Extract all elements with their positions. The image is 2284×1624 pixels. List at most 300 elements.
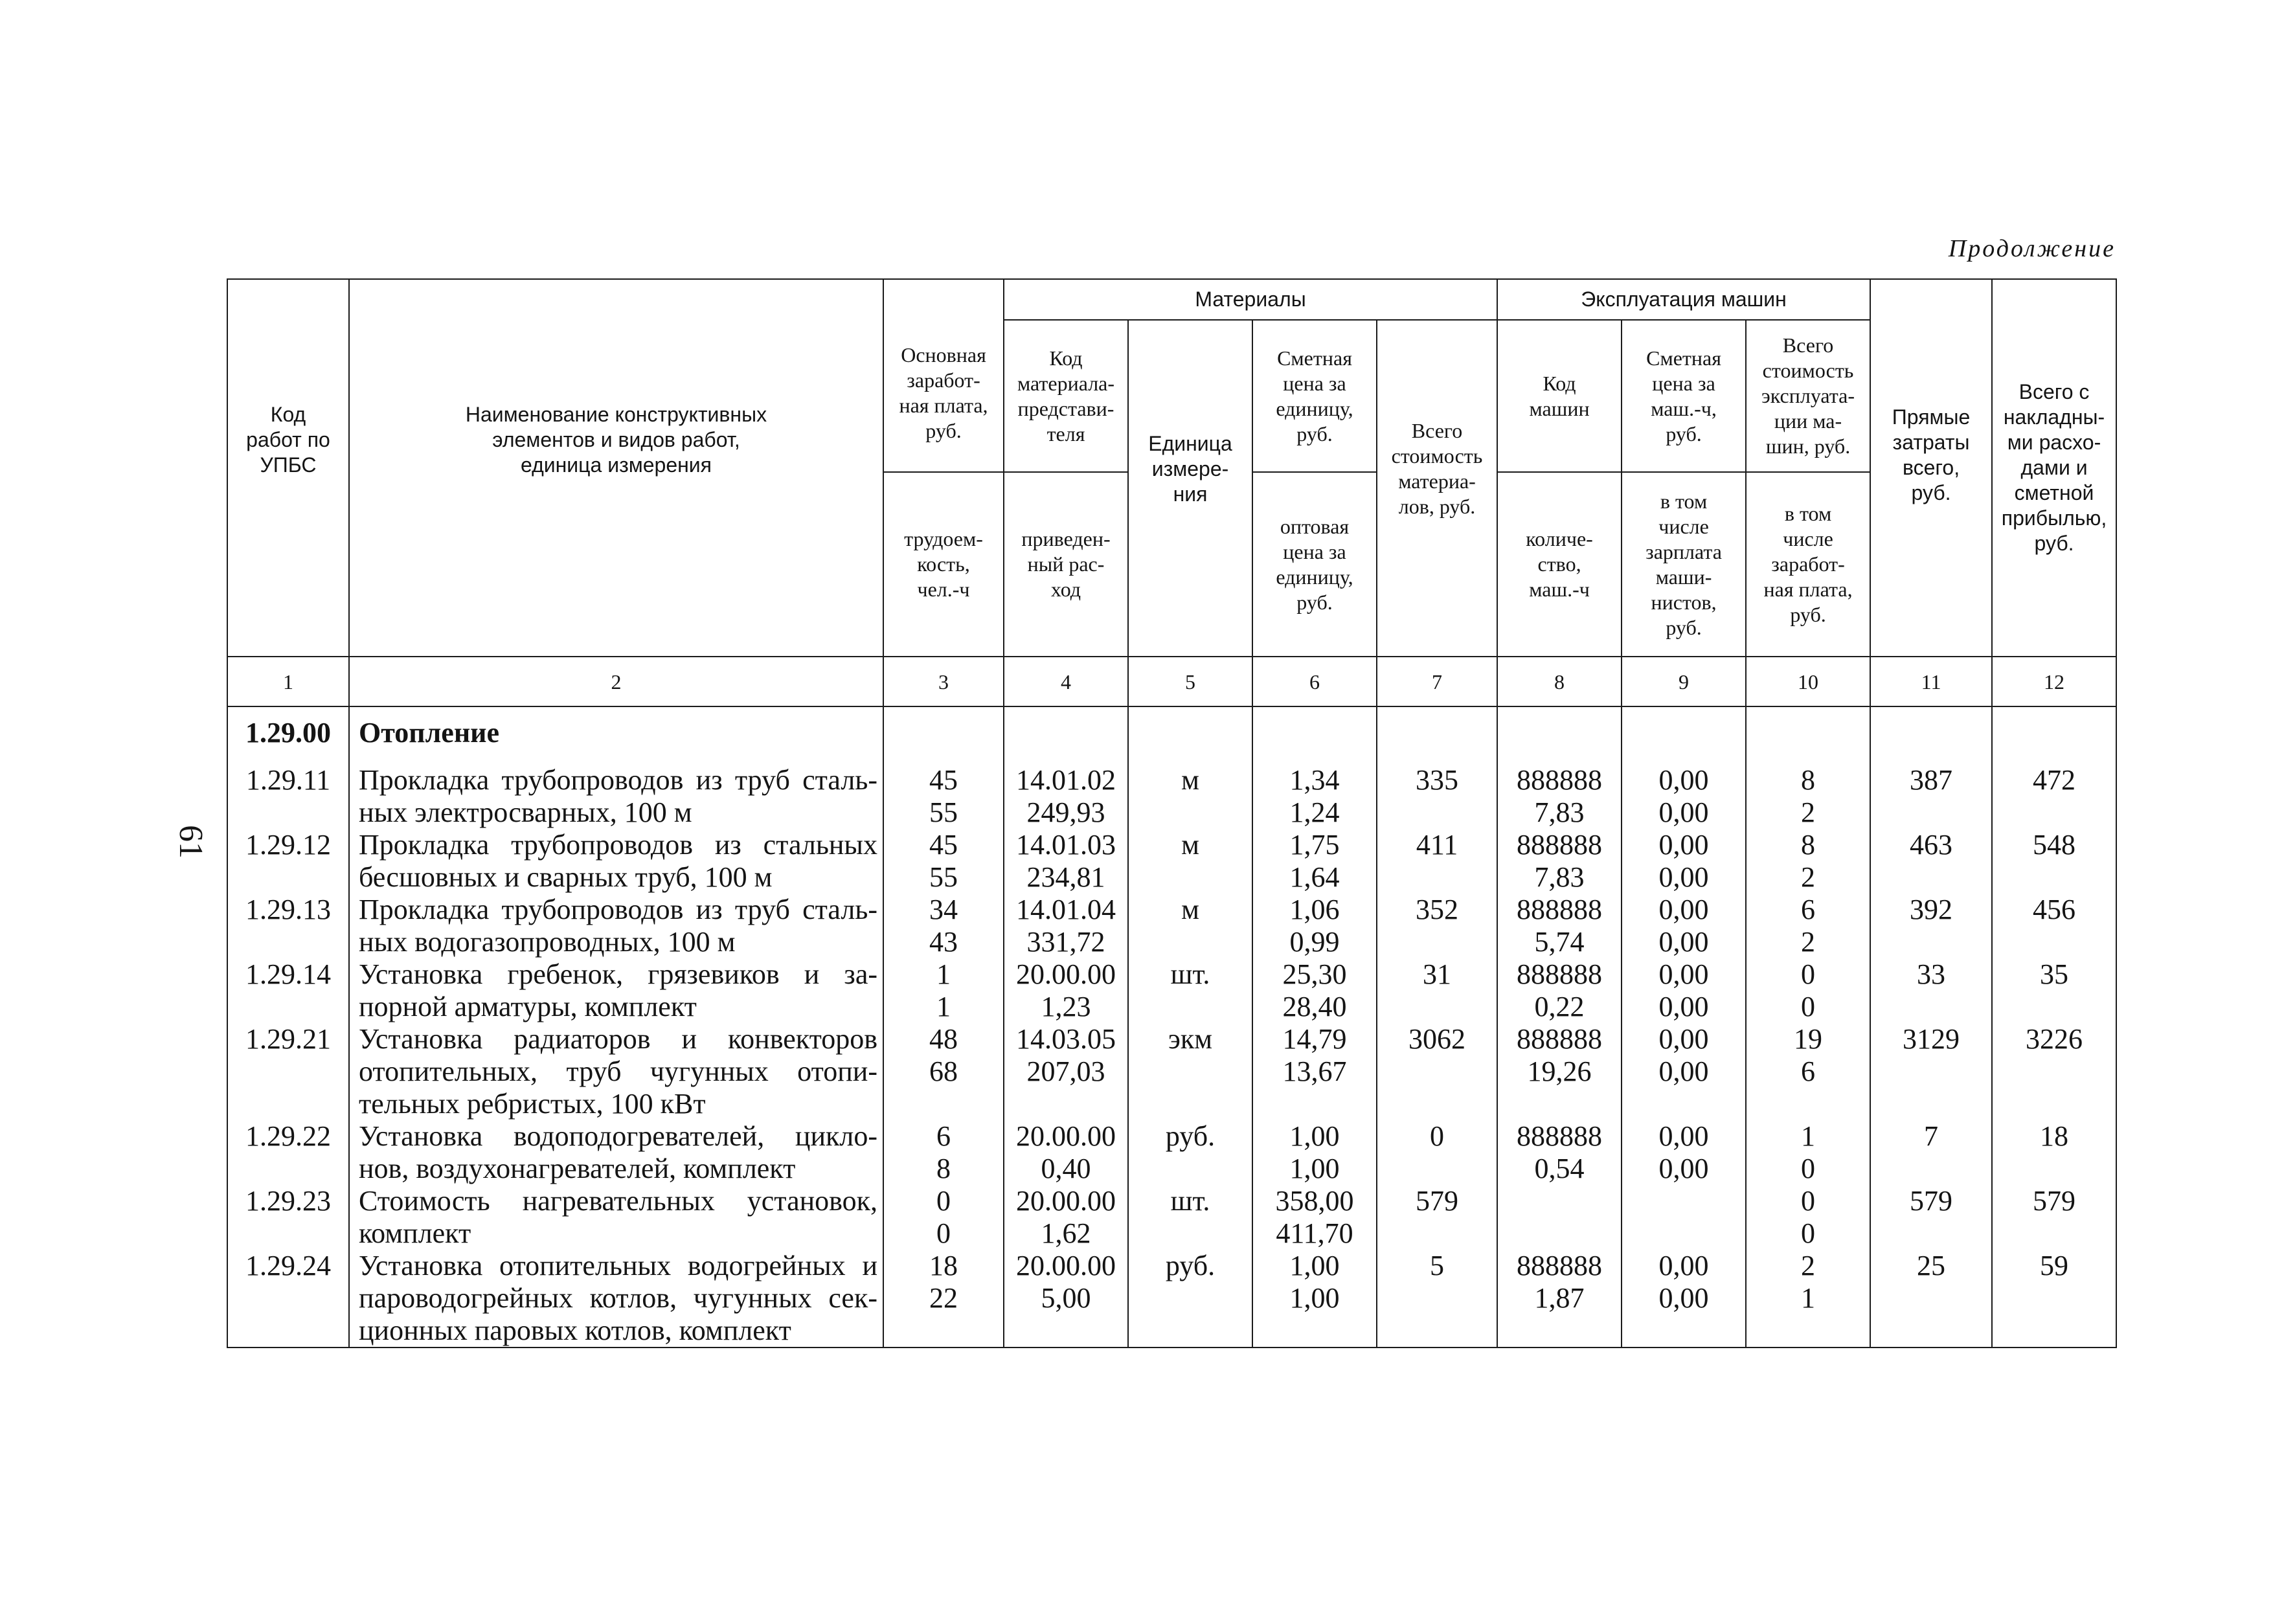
cell-code xyxy=(227,829,349,894)
machine-line: 5,74 xyxy=(1534,926,1585,958)
machines-total-line: 19 xyxy=(1794,1023,1823,1055)
cell-name xyxy=(349,1023,883,1120)
machine-price-line: 0,00 xyxy=(1658,958,1709,990)
name-line: ных электросварных, 100 м xyxy=(359,796,692,828)
machine-line: 19,26 xyxy=(1527,1055,1592,1087)
header-direct-costs: Прямые затраты всего, руб. xyxy=(1870,279,1992,657)
cell-code xyxy=(227,1120,349,1185)
table-row xyxy=(227,1185,2116,1250)
cell-total xyxy=(1992,1250,2116,1348)
header-estimate-price: Сметная цена за единицу, руб. xyxy=(1252,320,1377,472)
machine-price-line: 0,00 xyxy=(1658,829,1709,861)
machine-line: 1,87 xyxy=(1534,1282,1585,1314)
header-base-wage: Основная заработ- ная плата, руб. xyxy=(883,279,1004,472)
wage-labor-line: 22 xyxy=(929,1282,958,1314)
column-number: 7 xyxy=(1377,657,1497,706)
cell-code xyxy=(227,894,349,958)
cell-name xyxy=(349,1120,883,1185)
cell-materials-total xyxy=(1377,1185,1497,1250)
material-line: 20.00.00 xyxy=(1016,958,1116,990)
header-machines-total: Всего стоимость эксплуата- ции ма- шин, руб. xyxy=(1746,320,1870,472)
cell-machine xyxy=(1497,764,1622,829)
material-line: 20.00.00 xyxy=(1016,1250,1116,1281)
name-line: комплект xyxy=(359,1217,471,1249)
cell-wage-labor xyxy=(883,1185,1004,1250)
cell-machines-total xyxy=(1746,829,1870,894)
column-number: 3 xyxy=(883,657,1004,706)
direct-costs-line: 33 xyxy=(1917,958,1946,990)
machine-price-line: 0,00 xyxy=(1658,894,1709,925)
cell-direct-costs xyxy=(1870,894,1992,958)
unit-line: м xyxy=(1181,829,1199,861)
cell-name xyxy=(349,1185,883,1250)
machine-line: 888888 xyxy=(1517,958,1603,990)
total-line: 472 xyxy=(2033,764,2076,796)
cell-material xyxy=(1004,829,1128,894)
cell-material-price xyxy=(1252,706,1377,764)
cell-unit xyxy=(1128,1023,1252,1120)
total-line: 18 xyxy=(2040,1120,2069,1152)
materials-total-line: 579 xyxy=(1416,1185,1459,1217)
materials-total-line: 411 xyxy=(1416,829,1458,861)
material-line: 1,23 xyxy=(1041,991,1091,1022)
material-price-line: 28,40 xyxy=(1282,991,1347,1022)
cell-material-price xyxy=(1252,764,1377,829)
header-material-consumption: приведен- ный рас- ход xyxy=(1004,472,1128,657)
cell-machine xyxy=(1497,1185,1622,1250)
column-number: 9 xyxy=(1622,657,1746,706)
machine-price-line: 0,00 xyxy=(1658,1055,1709,1087)
name-line: бесшовных и сварных труб, 100 м xyxy=(359,861,773,893)
cell-unit xyxy=(1128,1120,1252,1185)
cell-unit xyxy=(1128,829,1252,894)
cell-wage-labor xyxy=(883,1120,1004,1185)
machines-total-line: 0 xyxy=(1801,1217,1816,1249)
table-header xyxy=(227,279,2116,706)
header-code: Код работ по УПБС xyxy=(227,279,349,657)
cost-table xyxy=(227,278,2117,1348)
table-body xyxy=(227,706,2116,1348)
wage-labor-line: 45 xyxy=(929,764,958,796)
machines-total-line: 0 xyxy=(1801,991,1816,1022)
material-line: 1,62 xyxy=(1041,1217,1091,1249)
header-unit: Единица измере- ния xyxy=(1128,320,1252,657)
material-price-line: 1,75 xyxy=(1289,829,1340,861)
machines-total-line: 1 xyxy=(1801,1282,1816,1314)
header-wholesale-price: оптовая цена за единицу, руб. xyxy=(1252,472,1377,657)
machine-line: 7,83 xyxy=(1534,796,1585,828)
cell-machines-total xyxy=(1746,706,1870,764)
wage-labor-line: 45 xyxy=(929,829,958,861)
cell-material-price xyxy=(1252,1185,1377,1250)
cell-material-price xyxy=(1252,894,1377,958)
material-line: 0,40 xyxy=(1041,1153,1091,1184)
machines-total-line: 2 xyxy=(1801,861,1816,893)
header-machines-group: Эксплуатация машин xyxy=(1497,279,1870,320)
machine-line: 888888 xyxy=(1517,764,1603,796)
name-line: нов, воздухонагревателей, комплект xyxy=(359,1153,796,1184)
cell-materials-total xyxy=(1377,1120,1497,1185)
header-labor: трудоем- кость, чел.-ч xyxy=(883,472,1004,657)
machine-price-line: 0,00 xyxy=(1658,796,1709,828)
cell-machine xyxy=(1497,829,1622,894)
material-price-line: 1,24 xyxy=(1289,796,1340,828)
cell-machine-price xyxy=(1622,1120,1746,1185)
material-price-line: 1,00 xyxy=(1289,1282,1340,1314)
cell-name xyxy=(349,958,883,1023)
cell-total xyxy=(1992,958,2116,1023)
direct-costs-line: 3129 xyxy=(1903,1023,1960,1055)
cell-materials-total xyxy=(1377,706,1497,764)
cell-machine-price xyxy=(1622,1185,1746,1250)
header-materials-group: Материалы xyxy=(1004,279,1497,320)
materials-total-line: 0 xyxy=(1430,1120,1445,1152)
cell-name xyxy=(349,1250,883,1348)
machines-total-line: 0 xyxy=(1801,1185,1816,1217)
unit-line: шт. xyxy=(1170,1185,1210,1217)
cell-wage-labor xyxy=(883,894,1004,958)
cell-wage-labor xyxy=(883,958,1004,1023)
table-row xyxy=(227,829,2116,894)
cell-code xyxy=(227,1185,349,1250)
table-row xyxy=(227,1120,2116,1185)
code-line: 1.29.12 xyxy=(245,829,331,861)
cell-machines-total xyxy=(1746,894,1870,958)
machine-line: 888888 xyxy=(1517,894,1603,925)
unit-line: экм xyxy=(1168,1023,1213,1055)
table-row xyxy=(227,1023,2116,1120)
cell-name xyxy=(349,829,883,894)
column-number: 8 xyxy=(1497,657,1622,706)
machine-price-line: 0,00 xyxy=(1658,1282,1709,1314)
cell-machine-price xyxy=(1622,1250,1746,1348)
name-line: Прокладка трубопроводов из труб сталь- xyxy=(359,764,877,796)
wage-labor-line: 8 xyxy=(936,1153,951,1184)
material-line: 249,93 xyxy=(1026,796,1105,828)
material-price-line: 1,00 xyxy=(1289,1120,1340,1152)
name-line: отопительных, труб чугунных отопи- xyxy=(359,1055,877,1087)
machine-price-line: 0,00 xyxy=(1658,1120,1709,1152)
cell-total xyxy=(1992,1185,2116,1250)
total-line: 456 xyxy=(2033,894,2076,925)
materials-total-line: 352 xyxy=(1416,894,1459,925)
material-price-line: 1,00 xyxy=(1289,1250,1340,1281)
cell-direct-costs xyxy=(1870,829,1992,894)
cell-unit xyxy=(1128,958,1252,1023)
machines-total-line: 2 xyxy=(1801,1250,1816,1281)
machine-line: 888888 xyxy=(1517,829,1603,861)
name-line: Установка гребенок, грязевиков и за- xyxy=(359,958,877,990)
machines-total-line: 0 xyxy=(1801,1153,1816,1184)
name-line: Установка радиаторов и конвекторов xyxy=(359,1023,877,1055)
code-line: 1.29.14 xyxy=(245,958,331,990)
material-line: 5,00 xyxy=(1041,1282,1091,1314)
wage-labor-line: 55 xyxy=(929,861,958,893)
cell-wage-labor xyxy=(883,1023,1004,1120)
material-price-line: 25,30 xyxy=(1282,958,1347,990)
header-name: Наименование конструктивных элементов и видов работ, единица измерения xyxy=(349,279,883,657)
cell-machines-total xyxy=(1746,1185,1870,1250)
cell-machine-price xyxy=(1622,829,1746,894)
cell-name xyxy=(349,764,883,829)
material-price-line: 0,99 xyxy=(1289,926,1340,958)
column-number: 6 xyxy=(1252,657,1377,706)
materials-total-line: 5 xyxy=(1430,1250,1445,1281)
unit-line: руб. xyxy=(1165,1250,1215,1281)
code-line: 1.29.21 xyxy=(245,1023,331,1055)
cell-material xyxy=(1004,1120,1128,1185)
header-machines-wage: в том числе заработ- ная плата, руб. xyxy=(1746,472,1870,657)
code-line: 1.29.13 xyxy=(245,894,331,925)
name-line: тельных ребристых, 100 кВт xyxy=(359,1088,706,1120)
name-line: Установка отопительных водогрейных и xyxy=(359,1250,877,1281)
name-line: Прокладка трубопроводов из стальных xyxy=(359,829,877,861)
cell-direct-costs xyxy=(1870,706,1992,764)
cell-direct-costs xyxy=(1870,1250,1992,1348)
cell-direct-costs xyxy=(1870,1185,1992,1250)
total-line: 3226 xyxy=(2026,1023,2083,1055)
cell-code xyxy=(227,706,349,764)
cell-material-price xyxy=(1252,1120,1377,1185)
cell-unit xyxy=(1128,1185,1252,1250)
header-operator-wage: в том числе зарплата маши- нистов, руб. xyxy=(1622,472,1746,657)
material-line: 207,03 xyxy=(1026,1055,1105,1087)
code-line: 1.29.11 xyxy=(245,764,331,796)
table-row xyxy=(227,764,2116,829)
wage-labor-line: 6 xyxy=(936,1120,951,1152)
unit-line: м xyxy=(1181,894,1199,925)
wage-labor-line: 48 xyxy=(929,1023,958,1055)
column-number: 1 xyxy=(227,657,349,706)
cell-direct-costs xyxy=(1870,1120,1992,1185)
cell-machine-price xyxy=(1622,706,1746,764)
machines-total-line: 6 xyxy=(1801,894,1816,925)
header-materials-total: Всего стоимость материа- лов, руб. xyxy=(1377,320,1497,657)
cell-machine-price xyxy=(1622,958,1746,1023)
cell-total xyxy=(1992,1023,2116,1120)
unit-line: шт. xyxy=(1170,958,1210,990)
column-number-row xyxy=(227,657,2116,706)
materials-total-line: 31 xyxy=(1423,958,1452,990)
table-row xyxy=(227,894,2116,958)
cell-wage-labor xyxy=(883,829,1004,894)
cell-materials-total xyxy=(1377,894,1497,958)
page-number: 61 xyxy=(172,825,209,859)
header-total-with-overhead: Всего с накладны- ми расхо- дами и сметной прибылью, руб. xyxy=(1992,279,2116,657)
table-row xyxy=(227,958,2116,1023)
cell-code xyxy=(227,764,349,829)
direct-costs-line: 392 xyxy=(1910,894,1953,925)
machines-total-line: 2 xyxy=(1801,926,1816,958)
materials-total-line: 3062 xyxy=(1408,1023,1466,1055)
wage-labor-line: 1 xyxy=(936,991,951,1022)
column-number: 4 xyxy=(1004,657,1128,706)
cell-materials-total xyxy=(1377,764,1497,829)
cell-total xyxy=(1992,1120,2116,1185)
header-row-groups xyxy=(227,279,2116,320)
name-line: порной арматуры, комплект xyxy=(359,991,697,1022)
machine-price-line: 0,00 xyxy=(1658,861,1709,893)
name-line: Установка водоподогревателей, цикло- xyxy=(359,1120,877,1152)
wage-labor-line: 34 xyxy=(929,894,958,925)
material-line: 331,72 xyxy=(1026,926,1105,958)
cell-materials-total xyxy=(1377,1250,1497,1348)
machine-line: 888888 xyxy=(1517,1120,1603,1152)
section-row xyxy=(227,706,2116,764)
header-machine-hour-price: Сметная цена за маш.-ч, руб. xyxy=(1622,320,1746,472)
cell-machine xyxy=(1497,1023,1622,1120)
wage-labor-line: 55 xyxy=(929,796,958,828)
material-line: 14.01.02 xyxy=(1016,764,1116,796)
cell-wage-labor xyxy=(883,764,1004,829)
column-number: 10 xyxy=(1746,657,1870,706)
cell-code xyxy=(227,1250,349,1348)
machines-total-line: 6 xyxy=(1801,1055,1816,1087)
cell-total xyxy=(1992,706,2116,764)
cell-machine-price xyxy=(1622,764,1746,829)
code-line: 1.29.23 xyxy=(245,1185,331,1217)
wage-labor-line: 18 xyxy=(929,1250,958,1281)
machines-total-line: 2 xyxy=(1801,796,1816,828)
materials-total-line: 335 xyxy=(1416,764,1459,796)
direct-costs-line: 387 xyxy=(1910,764,1953,796)
cell-machine-price xyxy=(1622,894,1746,958)
machine-price-line: 0,00 xyxy=(1658,1153,1709,1184)
direct-costs-line: 7 xyxy=(1924,1120,1939,1152)
machine-price-line: 0,00 xyxy=(1658,764,1709,796)
cell-machine xyxy=(1497,1120,1622,1185)
name-line: ных водогазопроводных, 100 м xyxy=(359,926,736,958)
cell-unit xyxy=(1128,764,1252,829)
material-price-line: 411,70 xyxy=(1276,1217,1353,1249)
header-machine-code: Код машин xyxy=(1497,320,1622,472)
column-number: 5 xyxy=(1128,657,1252,706)
wage-labor-line: 43 xyxy=(929,926,958,958)
material-line: 20.00.00 xyxy=(1016,1120,1116,1152)
cell-material xyxy=(1004,958,1128,1023)
cell-material xyxy=(1004,1023,1128,1120)
continuation-label: Продолжение xyxy=(1948,235,2116,262)
header-material-code: Код материала- представи- теля xyxy=(1004,320,1128,472)
machines-total-line: 8 xyxy=(1801,829,1816,861)
total-line: 35 xyxy=(2040,958,2069,990)
cell-machines-total xyxy=(1746,958,1870,1023)
machine-line: 888888 xyxy=(1517,1250,1603,1281)
column-number: 12 xyxy=(1992,657,2116,706)
cell-direct-costs xyxy=(1870,764,1992,829)
header-machine-quantity: количе- ство, маш.-ч xyxy=(1497,472,1622,657)
direct-costs-line: 579 xyxy=(1910,1185,1953,1217)
material-line: 14.03.05 xyxy=(1016,1023,1116,1055)
code-line: 1.29.22 xyxy=(245,1120,331,1152)
unit-line: руб. xyxy=(1165,1120,1215,1152)
cell-material-price xyxy=(1252,1250,1377,1348)
wage-labor-line: 0 xyxy=(936,1185,951,1217)
cell-direct-costs xyxy=(1870,958,1992,1023)
material-price-line: 14,79 xyxy=(1282,1023,1347,1055)
cell-material xyxy=(1004,1185,1128,1250)
cell-machine xyxy=(1497,1250,1622,1348)
cell-name xyxy=(349,894,883,958)
cell-material-price xyxy=(1252,1023,1377,1120)
cell-wage-labor xyxy=(883,1250,1004,1348)
machine-price-line: 0,00 xyxy=(1658,1250,1709,1281)
machine-price-line: 0,00 xyxy=(1658,1023,1709,1055)
cell-machine xyxy=(1497,706,1622,764)
cell-name xyxy=(349,706,883,764)
cell-machine xyxy=(1497,958,1622,1023)
cell-machine xyxy=(1497,894,1622,958)
total-line: 579 xyxy=(2033,1185,2076,1217)
cell-total xyxy=(1992,764,2116,829)
wage-labor-line: 1 xyxy=(936,958,951,990)
cell-materials-total xyxy=(1377,829,1497,894)
cell-material xyxy=(1004,706,1128,764)
cell-machines-total xyxy=(1746,764,1870,829)
cell-material xyxy=(1004,1250,1128,1348)
code-line: 1.29.24 xyxy=(245,1250,331,1281)
machine-line: 0,54 xyxy=(1534,1153,1585,1184)
material-line: 234,81 xyxy=(1026,861,1105,893)
material-price-line: 1,34 xyxy=(1289,764,1340,796)
material-line: 14.01.04 xyxy=(1016,894,1116,925)
cell-total xyxy=(1992,894,2116,958)
machine-price-line: 0,00 xyxy=(1658,991,1709,1022)
direct-costs-line: 463 xyxy=(1910,829,1953,861)
cell-total xyxy=(1992,829,2116,894)
material-price-line: 358,00 xyxy=(1275,1185,1354,1217)
machine-line: 888888 xyxy=(1517,1023,1603,1055)
cell-unit xyxy=(1128,706,1252,764)
cell-material-price xyxy=(1252,829,1377,894)
cell-materials-total xyxy=(1377,1023,1497,1120)
total-line: 548 xyxy=(2033,829,2076,861)
name-line: Отопление xyxy=(359,717,500,749)
column-number: 2 xyxy=(349,657,883,706)
machine-line: 0,22 xyxy=(1534,991,1585,1022)
material-price-line: 13,67 xyxy=(1282,1055,1347,1087)
unit-line: м xyxy=(1181,764,1199,796)
total-line: 59 xyxy=(2040,1250,2069,1281)
cell-material xyxy=(1004,894,1128,958)
table-row xyxy=(227,1250,2116,1348)
direct-costs-line: 25 xyxy=(1917,1250,1946,1281)
material-price-line: 1,00 xyxy=(1289,1153,1340,1184)
cell-wage-labor xyxy=(883,706,1004,764)
name-line: Прокладка трубопроводов из труб сталь- xyxy=(359,894,877,925)
cell-machine-price xyxy=(1622,1023,1746,1120)
material-price-line: 1,64 xyxy=(1289,861,1340,893)
material-price-line: 1,06 xyxy=(1289,894,1340,925)
wage-labor-line: 68 xyxy=(929,1055,958,1087)
machines-total-line: 8 xyxy=(1801,764,1816,796)
material-line: 20.00.00 xyxy=(1016,1185,1116,1217)
cell-code xyxy=(227,958,349,1023)
name-line: Стоимость нагревательных установок, xyxy=(359,1185,877,1217)
name-line: ционных паровых котлов, комплект xyxy=(359,1314,791,1346)
cell-unit xyxy=(1128,1250,1252,1348)
cell-machines-total xyxy=(1746,1250,1870,1348)
cell-material-price xyxy=(1252,958,1377,1023)
cell-materials-total xyxy=(1377,958,1497,1023)
code-line: 1.29.00 xyxy=(245,717,331,749)
name-line: пароводогрейных котлов, чугунных сек- xyxy=(359,1282,877,1314)
column-number: 11 xyxy=(1870,657,1992,706)
material-line: 14.01.03 xyxy=(1016,829,1116,861)
cell-direct-costs xyxy=(1870,1023,1992,1120)
cell-machines-total xyxy=(1746,1023,1870,1120)
cell-machines-total xyxy=(1746,1120,1870,1185)
